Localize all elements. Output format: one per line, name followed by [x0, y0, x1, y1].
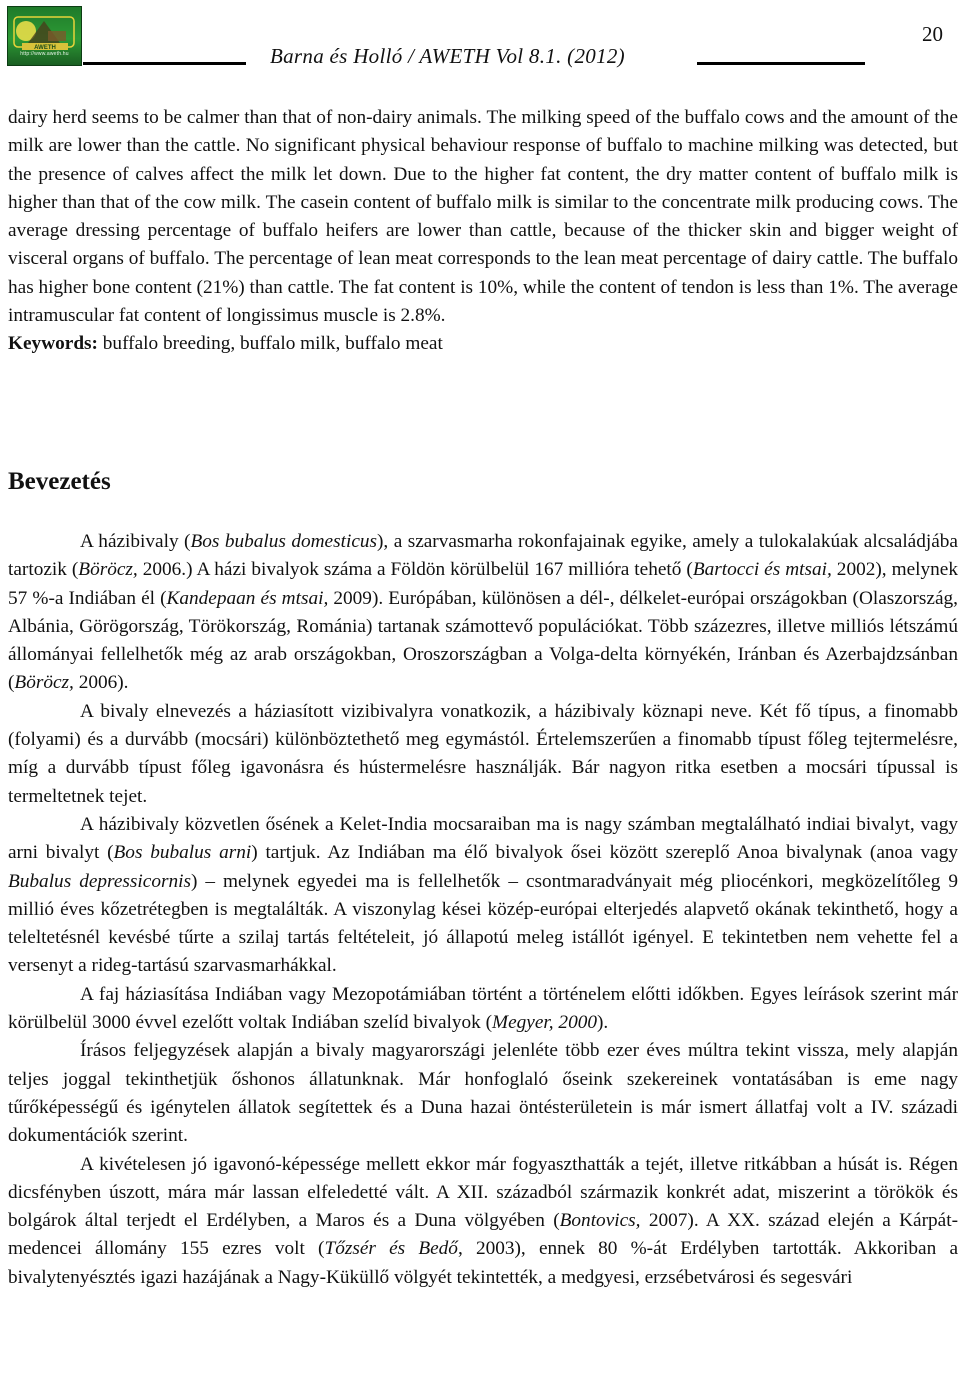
citation: Tőzsér és Bedő [324, 1238, 458, 1260]
page-header [0, 0, 960, 80]
citation: Kandepaan és mtsai, [166, 587, 329, 609]
citation: Böröcz, [78, 559, 138, 581]
paragraph-1: A házibivaly (Bos bubalus domesticus), a szarvasmarha rokonfajainak egyike, amely a tulokalakúak alcsaládjába tartozik (Böröcz, 2006.) A házi bivalyok száma a Földön körülbelül 167 millióra tehető (Bartocci és mtsai, 2002), melynek 57 %-a Indiában él (Kandepaan és mtsai, 2009). Európában, különösen a dél-, délkelet-európai országokban (Olaszország, Albánia, Görögország, Törökország, Románia) tartanak számottevő populációkat. Több százezres, illetve milliós létszámú állományai fellelhetők még az arab országokban, Oroszországban a Volga-delta környékén, Iránban és Azerbajdzsánban (Böröcz, 2006). [8, 531, 958, 694]
aweth-logo [7, 6, 82, 66]
citation: Böröcz, [14, 672, 74, 694]
page-number: 20 [922, 22, 943, 46]
abstract-text: dairy herd seems to be calmer than that of non-dairy animals. The milking speed of the buffalo cows and the amount of the milk are lower than the cattle. No significant physical behaviour response of buffalo to machine milking was detected, but the presence of calves affect the milk let down. Due to the higher fat content, the dry matter content of buffalo milk is higher than that of the cow milk. The casein content of buffalo milk is similar to the concentrate milk producing cows. The average dressing percentage of buffalo heifers are lower than cattle, because of the thicker skin and bigger weight of visceral organs of buffalo. The percentage of lean meat corresponds to the lean meat percentage of dairy cattle. The buffalo has higher bone content (21%) than cattle. The fat content is 10%, while the content of tendon is less than 1%. The average intramuscular fat content of longissimus muscle is 2.8%. [8, 107, 958, 327]
body-text [8, 528, 958, 1292]
journal-running-title: Barna és Holló / AWETH Vol 8.1. (2012) [270, 44, 625, 68]
keywords-line [8, 330, 958, 358]
svg-text:AWETH: AWETH [34, 45, 56, 51]
paragraph-3: A házibivaly közvetlen ősének a Kelet-India mocsaraiban ma is nagy számban megtalálható indiai bivalyt, vagy arni bivalyt (Bos bubalus arni) tartjuk. Az Indiában ma élő bivalyok ősei között szereplő Anoa bivalynak (anoa vagy Bubalus depressicornis) – melynek egyedei ma is fellelhetők – csontmaradványait még pliocénkori, megközelítőleg 9 millió éves kőzetrétegben is megtalálták. A viszonylag kései közép-európai elterjedés alapvető okának tekinthető, hogy a teleltetésnél kevésbé tűrte a szilaj tartás feltételeit, jó állapotú meleg istállót igényel. E tekintetben nem vehette fel a versenyt a rideg-tartású szarvasmarhákkal. [8, 813, 958, 977]
citation: Megyer, 2000 [492, 1012, 597, 1034]
paragraph-6: A kivételesen jó igavonó-képessége mellett ekkor már fogyaszthatták a tejét, illetve ritkábban a húsát is. Régen dicsfényben úszott, mára már lassan elfeledetté vált. A XII. századból származik konkrét adat, miszerint a törökök és bolgárok által terjedt el Erdélyben, a Maros és a Duna völgyében (Bontovics, 2007). A XX. század elején a Kárpát-medencei állomány 155 ezres volt (Tőzsér és Bedő, 2003), ennek 80 %-át Erdélyben tartották. Akkoriban a bivalytenyésztés igazi hazájának a Nagy-Küküllő völgyét tekintették, a medgyesi, erzsébetvárosi és segesvári [8, 1153, 958, 1288]
latin-name: Bubalus depressicornis [8, 870, 191, 892]
header-rule-right [697, 62, 865, 65]
latin-name: Bos bubalus arni [113, 842, 252, 864]
keywords-list: buffalo breeding, buffalo milk, buffalo meat [97, 333, 443, 355]
citation: Bontovics, [559, 1210, 641, 1232]
header-rule-left [83, 62, 246, 65]
abstract-block [8, 104, 958, 359]
paragraph-4: A faj háziasítása Indiában vagy Mezopotámiában történt a történelem előtti időkben. Egyes leírások szerint már körülbelül 3000 évvel ezelőtt voltak Indiában szelíd bivalyok (Megyer, 2000). [8, 983, 958, 1034]
latin-name: Bos bubalus domesticus [190, 531, 378, 552]
citation: Bartocci és mtsai, [692, 559, 832, 581]
keywords-label: Keywords: [8, 333, 98, 355]
section-heading: Bevezetés [8, 468, 111, 495]
paragraph-2: A bivaly elnevezés a háziasított vizibivalyra vonatkozik, a házibivaly köznapi neve. Két fő típus, a finomabb (folyami) és a durvább (mocsári) különböztethető meg egymástól. Értelemszerűen a finomabb típust főleg tejtermelésre, míg a durvább típust főleg igavonásra és hústermelésre használják. Bár nagyon ritka esetben a mocsári típussal is termeltetnek tejet. [8, 700, 958, 807]
paragraph-5: Írásos feljegyzések alapján a bivaly magyarországi jelenléte több ezer éves múltra tekint vissza, mely alapján teljes joggal tekinthetjük őshonos állatunknak. Már honfoglaló őseink szekereinek vontatásában is eme nagy tűrőképességű és igénytelen állatok segítettek és a Duna hazai öntésterületein is már ismert állatfaj volt a IV. századi dokumentációk szerint. [8, 1040, 958, 1147]
logo-url-text: http://www.aweth.hu [20, 51, 69, 57]
